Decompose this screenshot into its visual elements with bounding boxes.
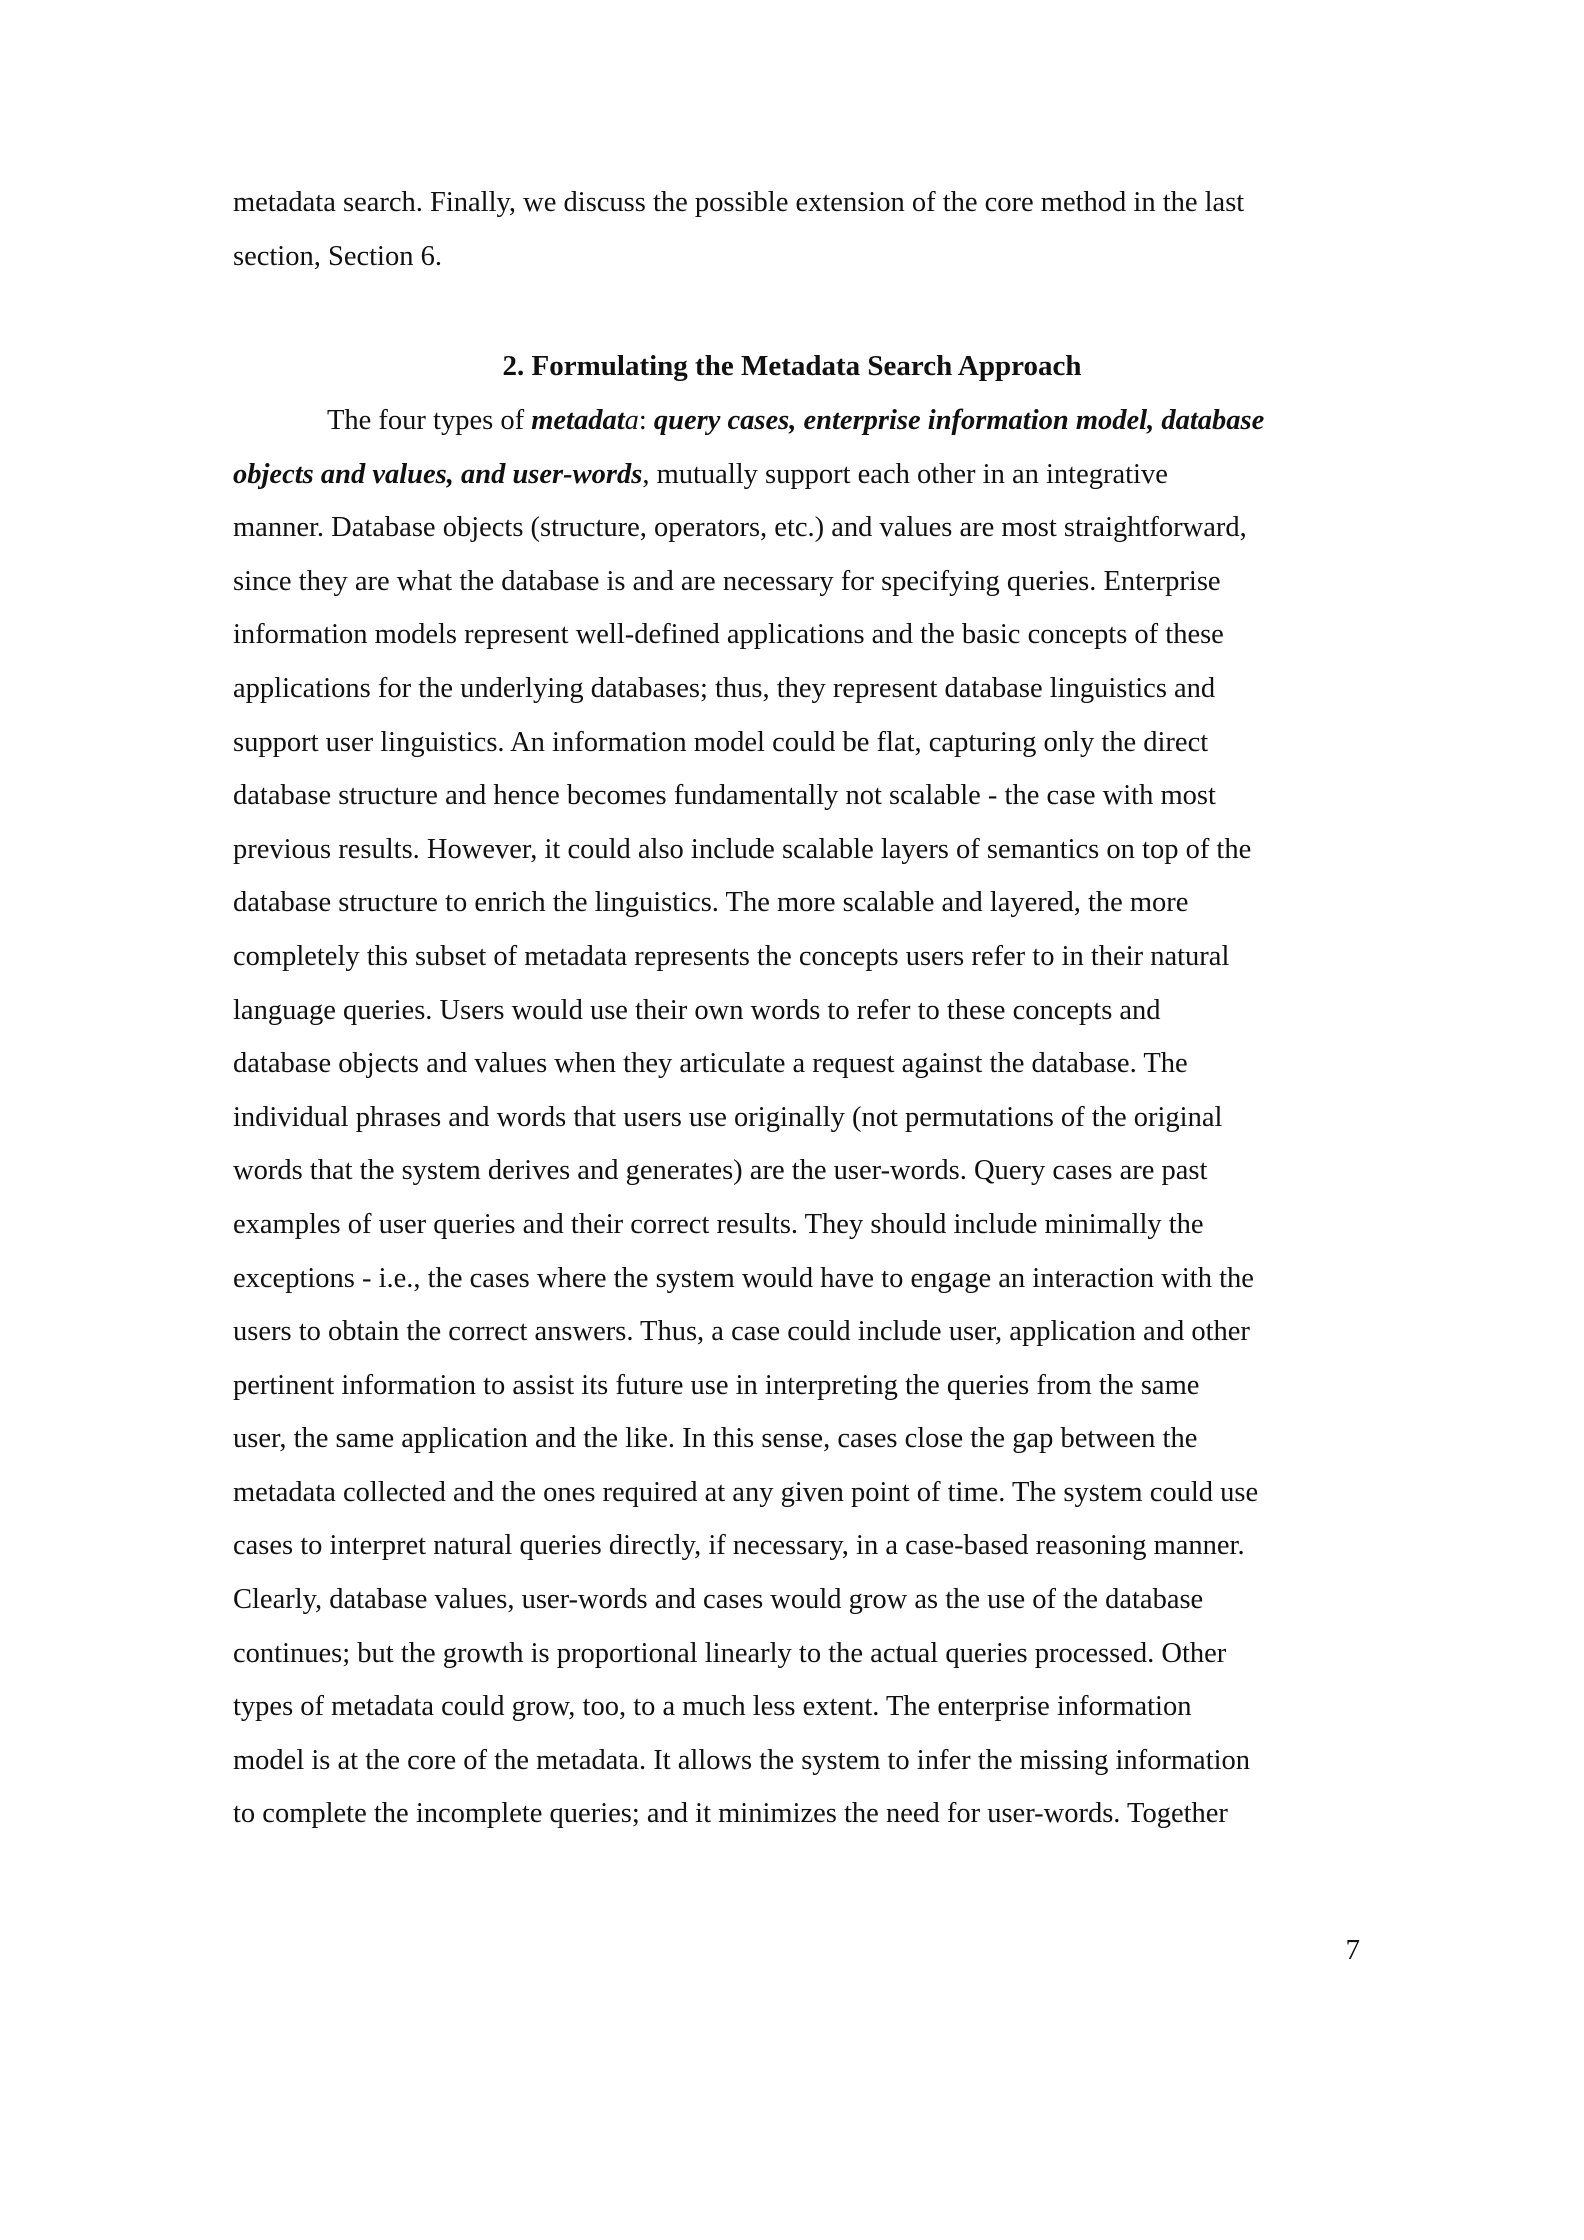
emphasis-list: query cases, enterprise information model, database xyxy=(653,405,1265,436)
text-line: database structure to enrich the linguistics. The more scalable and layered, the more xyxy=(233,887,1189,919)
text-line: applications for the underlying databases; thus, they represent database linguistics and xyxy=(233,672,1216,704)
text-line: cases to interpret natural queries directly, if necessary, in a case-based reasoning manner. xyxy=(233,1530,1245,1562)
text-line: section, Section 6. xyxy=(233,240,442,272)
text-line: to complete the incomplete queries; and it minimizes the need for user-words. Together xyxy=(233,1798,1228,1830)
text-line: continues; but the growth is proportional linearly to the actual queries processed. Other xyxy=(233,1637,1227,1669)
text-line xyxy=(233,394,1351,448)
text-line: information models represent well-defined applications and the basic concepts of these xyxy=(233,619,1224,651)
text-line: metadata collected and the ones required at any given point of time. The system could use xyxy=(233,1476,1259,1508)
text-line xyxy=(233,448,1351,502)
emphasis-term: metadat xyxy=(531,405,625,436)
text-run: : xyxy=(638,405,654,436)
emphasis-term-end: a xyxy=(624,405,639,436)
text-line: model is at the core of the metadata. It allows the system to infer the missing information xyxy=(233,1744,1251,1776)
text-line: Clearly, database values, user-words and cases would grow as the use of the database xyxy=(233,1584,1204,1616)
text-line: exceptions - i.e., the cases where the system would have to engage an interaction with the xyxy=(233,1262,1254,1294)
text-line: language queries. Users would use their own words to refer to these concepts and xyxy=(233,994,1161,1026)
text-line: user, the same application and the like. In this sense, cases close the gap between the xyxy=(233,1423,1198,1455)
text-line: database structure and hence becomes fundamentally not scalable - the case with most xyxy=(233,780,1216,812)
intro-paragraph xyxy=(233,176,1351,283)
text-line: individual phrases and words that users use originally (not permutations of the original xyxy=(233,1101,1223,1133)
text-line: users to obtain the correct answers. Thus, a case could include user, application and other xyxy=(233,1316,1250,1348)
text-line: words that the system derives and generates) are the user-words. Query cases are past xyxy=(233,1155,1208,1187)
text-line: types of metadata could grow, too, to a much less extent. The enterprise information xyxy=(233,1691,1192,1723)
text-run: The four types of xyxy=(327,405,532,436)
text-line: database objects and values when they articulate a request against the database. The xyxy=(233,1048,1188,1080)
text-line: pertinent information to assist its future use in interpreting the queries from the same xyxy=(233,1369,1200,1401)
emphasis-list: objects and values, and user-words xyxy=(233,458,643,490)
text-line: completely this subset of metadata represents the concepts users refer to in their natural xyxy=(233,940,1230,972)
text-line: since they are what the database is and are necessary for specifying queries. Enterprise xyxy=(233,565,1221,597)
section-body-paragraph xyxy=(233,394,1351,1841)
text-line: support user linguistics. An information model could be flat, capturing only the direct xyxy=(233,726,1209,758)
text-line: manner. Database objects (structure, operators, etc.) and values are most straightforward, xyxy=(233,512,1247,544)
section-heading: 2. Formulating the Metadata Search Approach xyxy=(502,350,1082,382)
text-line: examples of user queries and their correct results. They should include minimally the xyxy=(233,1208,1204,1240)
text-run: , mutually support each other in an integrative xyxy=(642,458,1168,490)
page-number: 7 xyxy=(1345,1934,1360,1966)
text-line: previous results. However, it could also include scalable layers of semantics on top of the xyxy=(233,833,1252,865)
text-line: metadata search. Finally, we discuss the possible extension of the core method in the last xyxy=(233,187,1245,218)
